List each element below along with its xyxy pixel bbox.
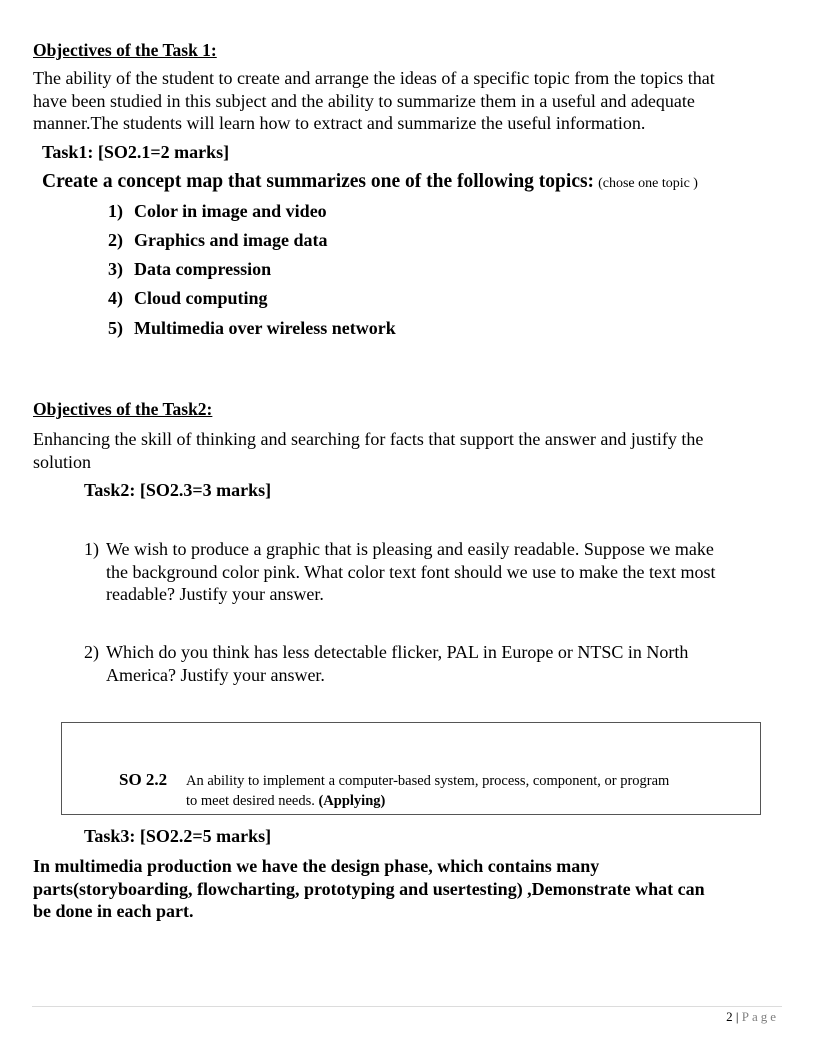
topic-number: 2) (108, 230, 123, 250)
task3-line-1: In multimedia production we have the design phase, which contains many (33, 856, 600, 876)
topic-text: Multimedia over wireless network (134, 318, 396, 338)
page-footer (726, 1009, 779, 1025)
task2-marks: : [SO2.3=3 marks] (129, 480, 272, 500)
task1-objectives-line-2: have been studied in this subject and the ability to summarize them in a useful and adequate (33, 90, 695, 111)
task2-objectives-text (33, 428, 793, 473)
topic-item (108, 259, 271, 280)
topic-item (108, 288, 268, 309)
question-line: We wish to produce a graphic that is pleasing and easily readable. Suppose we make (106, 539, 714, 559)
task2-label: Task2 (84, 480, 130, 500)
question-line: the background color pink. What color text font should we use to make the text most (106, 561, 716, 582)
topic-item (108, 201, 327, 222)
topic-number: 3) (108, 259, 123, 279)
task3-marks: : [SO2.2=5 marks] (129, 826, 272, 846)
footer-separator: | (735, 1009, 739, 1024)
task1-objectives-heading: Objectives of the Task 1: (33, 40, 217, 60)
topic-text: Graphics and image data (134, 230, 328, 250)
question-line: Which do you think has less detectable flicker, PAL in Europe or NTSC in North (106, 642, 689, 662)
task3-header (84, 826, 271, 847)
task2-objectives-line-1: Enhancing the skill of thinking and searching for facts that support the answer and justify the (33, 429, 704, 449)
task1-label: Task1 (42, 142, 88, 162)
topic-text: Cloud computing (134, 288, 268, 308)
question-number: 1) (84, 539, 99, 559)
question-line: America? Justify your answer. (106, 664, 325, 685)
task1-instruction (42, 171, 698, 193)
topic-number: 1) (108, 201, 123, 221)
topic-number: 5) (108, 318, 123, 338)
task2-question-2 (84, 641, 784, 686)
task2-objectives-heading: Objectives of the Task2: (33, 399, 213, 419)
task3-label: Task3 (84, 826, 130, 846)
topic-item (108, 318, 396, 339)
so-box-label: SO 2.2 (119, 770, 168, 789)
question-number: 2) (84, 642, 99, 662)
page-label: Page (741, 1009, 779, 1024)
task3-line-3: be done in each part. (33, 901, 194, 921)
task3-text (33, 855, 793, 923)
question-line: readable? Justify your answer. (106, 584, 324, 604)
task1-instruction-text: Create a concept map that summarizes one of the following topics: (42, 171, 595, 192)
footer-divider (32, 1006, 782, 1007)
task1-objectives-text (33, 67, 793, 135)
task1-header (42, 142, 229, 163)
page-number: 2 (726, 1009, 733, 1024)
so-box-description (186, 772, 756, 811)
task2-question-1 (84, 538, 784, 606)
task1-objectives-line-3: manner.The students will learn how to extract and summarize the useful information. (33, 113, 646, 133)
task1-instruction-note: (chose one topic ) (598, 176, 698, 191)
topic-text: Color in image and video (134, 201, 327, 221)
task2-objectives-line-2: solution (33, 451, 92, 472)
task1-objectives-line-1: The ability of the student to create and arrange the ideas of a specific topic from the topics that (33, 68, 715, 88)
task1-marks: : [SO2.1=2 marks] (87, 142, 230, 162)
task2-header (84, 480, 271, 501)
task3-line-2: parts(storyboarding, flowcharting, prototyping and usertesting) ,Demonstrate what can (33, 878, 705, 899)
so-box-line-2: to meet desired needs. (Applying) (186, 792, 386, 809)
so-box-line-1: An ability to implement a computer-based system, process, component, or program (186, 773, 670, 789)
topic-text: Data compression (134, 259, 272, 279)
topic-item (108, 230, 328, 251)
topic-number: 4) (108, 288, 123, 308)
so-box-level: (Applying) (318, 792, 386, 809)
